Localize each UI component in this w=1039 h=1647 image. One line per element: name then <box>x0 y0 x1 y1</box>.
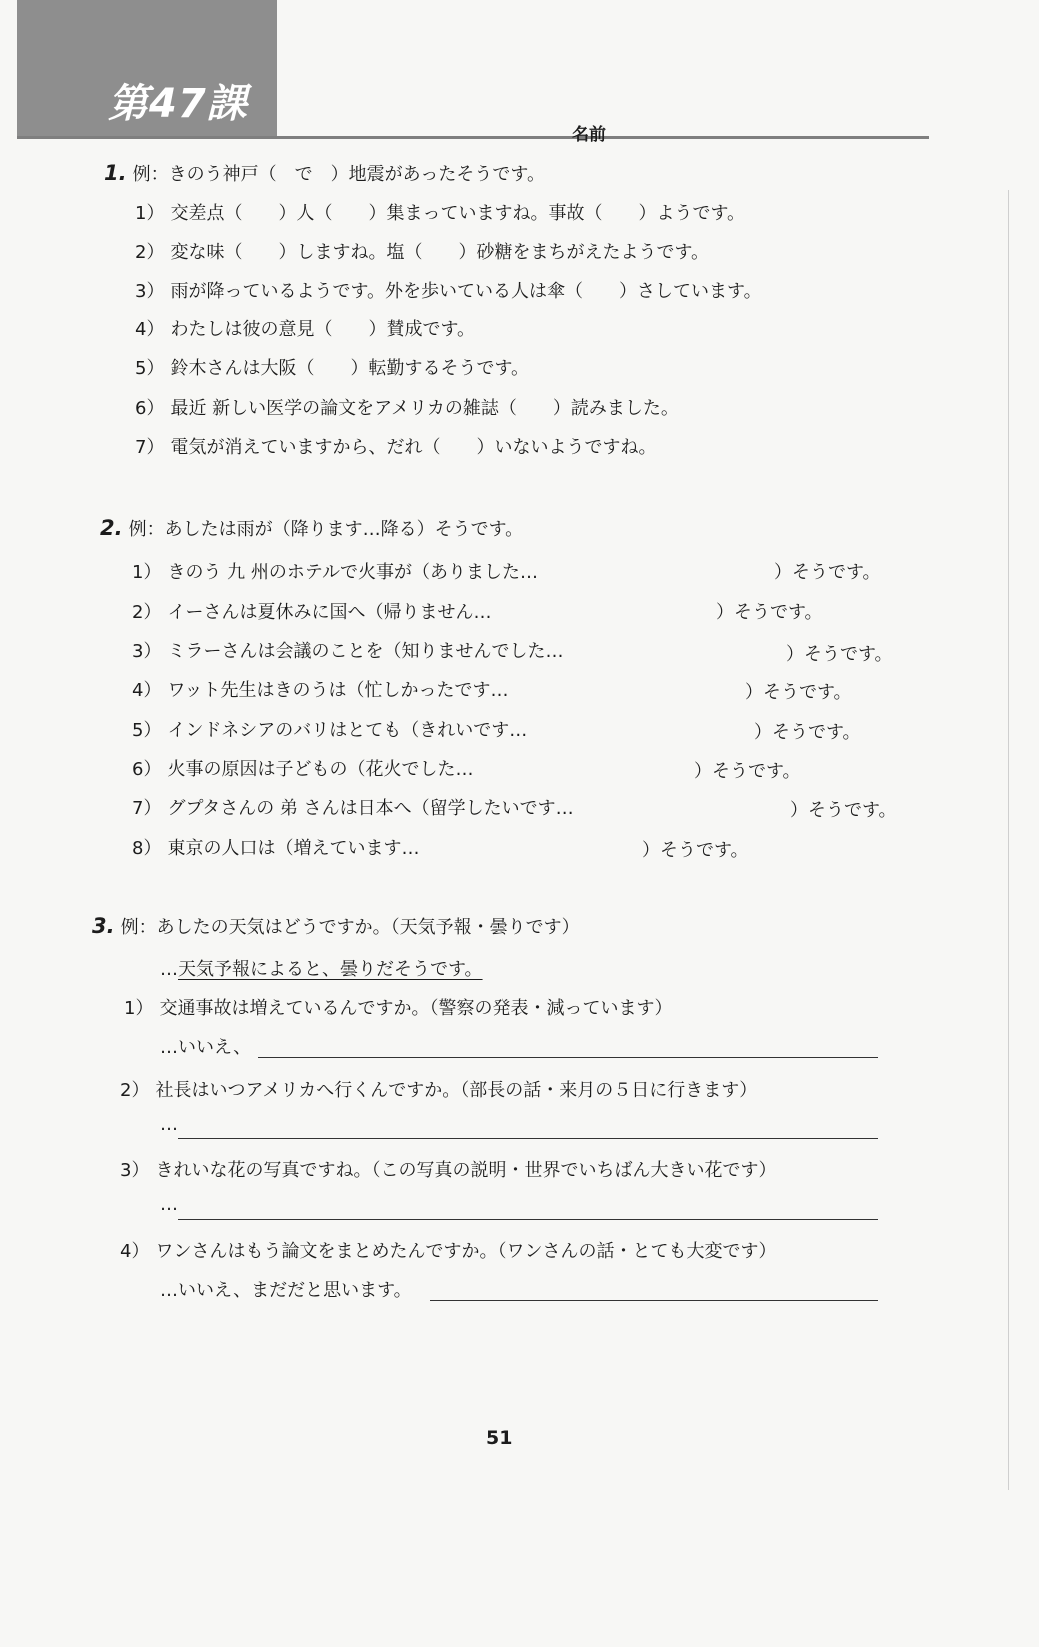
section2-item-tail: ）そうです。 <box>790 800 897 821</box>
section1-item: 1） 交差点（ ）人（ ）集まっていますね。事故（ ）ようです。 <box>135 203 746 224</box>
section1-number: 1. <box>104 161 127 185</box>
lesson-title: 第47課 <box>108 81 248 127</box>
section2-item: 6） 火事の原因は子どもの（花火でした… <box>132 759 474 780</box>
section1-item: 5） 鈴木さんは大阪（ ）転勤するそうです。 <box>135 358 530 379</box>
name-label: 名前 <box>572 125 606 145</box>
section2-item-tail: ）そうです。 <box>745 682 852 703</box>
page-number: 51 <box>486 1427 513 1449</box>
section2-item: 3） ミラーさんは会議のことを（知りませんでした… <box>132 641 564 662</box>
header-rule <box>17 136 929 139</box>
section2-item: 1） きのう 九 州のホテルで火事が（ありました… <box>132 562 538 583</box>
section1-example-text: 例：きのう神戸（ で ）地震があったそうです。 <box>132 164 545 185</box>
section3-item-question: 2） 社長はいつアメリカへ行くんですか。（部長の話・来月の５日に行きます） <box>120 1080 758 1101</box>
answer-field[interactable] <box>178 1219 878 1220</box>
answer-field[interactable] <box>258 1057 878 1058</box>
section3-item-answer-prefix: …いいえ、まだだと思います。 <box>160 1280 412 1301</box>
section2-item: 7） グプタさんの 弟 さんは日本へ（留学したいです… <box>132 798 574 819</box>
page-edge-line <box>1008 190 1009 1490</box>
section2-example <box>100 515 523 541</box>
section2-number: 2. <box>100 516 123 540</box>
section1-item: 7） 電気が消えていますから、だれ（ ）いないようですね。 <box>135 437 657 458</box>
section3-item-question: 4） ワンさんはもう論文をまとめたんですか。（ワンさんの話・とても大変です） <box>120 1241 777 1262</box>
section2-item-tail: ）そうです。 <box>774 562 881 583</box>
section3-item-answer-prefix: … <box>160 1114 178 1135</box>
section3-example-answer-text: 天気予報によると、曇りだそうです。 <box>178 959 483 980</box>
section2-item-tail: ）そうです。 <box>754 722 861 743</box>
section1-item: 3） 雨が降っているようです。外を歩いている人は傘（ ）さしています。 <box>135 281 762 302</box>
section3-example <box>92 913 580 939</box>
section3-item-answer-prefix: …いいえ、 <box>160 1037 252 1058</box>
section1-item: 4） わたしは彼の意見（ ）賛成です。 <box>135 319 476 340</box>
section2-item: 4） ワット先生はきのうは（忙しかったです… <box>132 680 509 701</box>
section1-example <box>104 160 545 186</box>
section2-example-text: 例：あしたは雨が（降ります…降る）そうです。 <box>128 519 524 540</box>
section2-item: 8） 東京の人口は（増えています… <box>132 838 420 859</box>
section2-item: 2） イーさんは夏休みに国へ（帰りません… <box>132 602 492 623</box>
section3-number: 3. <box>92 914 115 938</box>
answer-field[interactable] <box>178 1138 878 1139</box>
section3-item-question: 3） きれいな花の写真ですね。（この写真の説明・世界でいちばん大きい花です） <box>120 1160 777 1181</box>
section2-item: 5） インドネシアのバリはとても（きれいです… <box>132 720 528 741</box>
section3-example-answer: …天気予報によると、曇りだそうです。 <box>160 959 483 980</box>
section1-item: 2） 変な味（ ）しますね。塩（ ）砂糖をまちがえたようです。 <box>135 242 710 263</box>
section3-item-question: 1） 交通事故は増えているんですか。（警察の発表・減っています） <box>124 998 673 1019</box>
section2-item-tail: ）そうです。 <box>642 840 749 861</box>
section3-example-text: 例：あしたの天気はどうですか。（天気予報・曇りです） <box>120 917 580 938</box>
answer-field[interactable] <box>430 1300 878 1301</box>
section2-item-tail: ）そうです。 <box>786 644 893 665</box>
section1-item: 6） 最近 新しい医学の論文をアメリカの雑誌（ ）読みました。 <box>135 398 679 419</box>
section3-item-answer-prefix: … <box>160 1194 178 1215</box>
section2-item-tail: ）そうです。 <box>716 602 823 623</box>
section2-item-tail: ）そうです。 <box>694 761 801 782</box>
